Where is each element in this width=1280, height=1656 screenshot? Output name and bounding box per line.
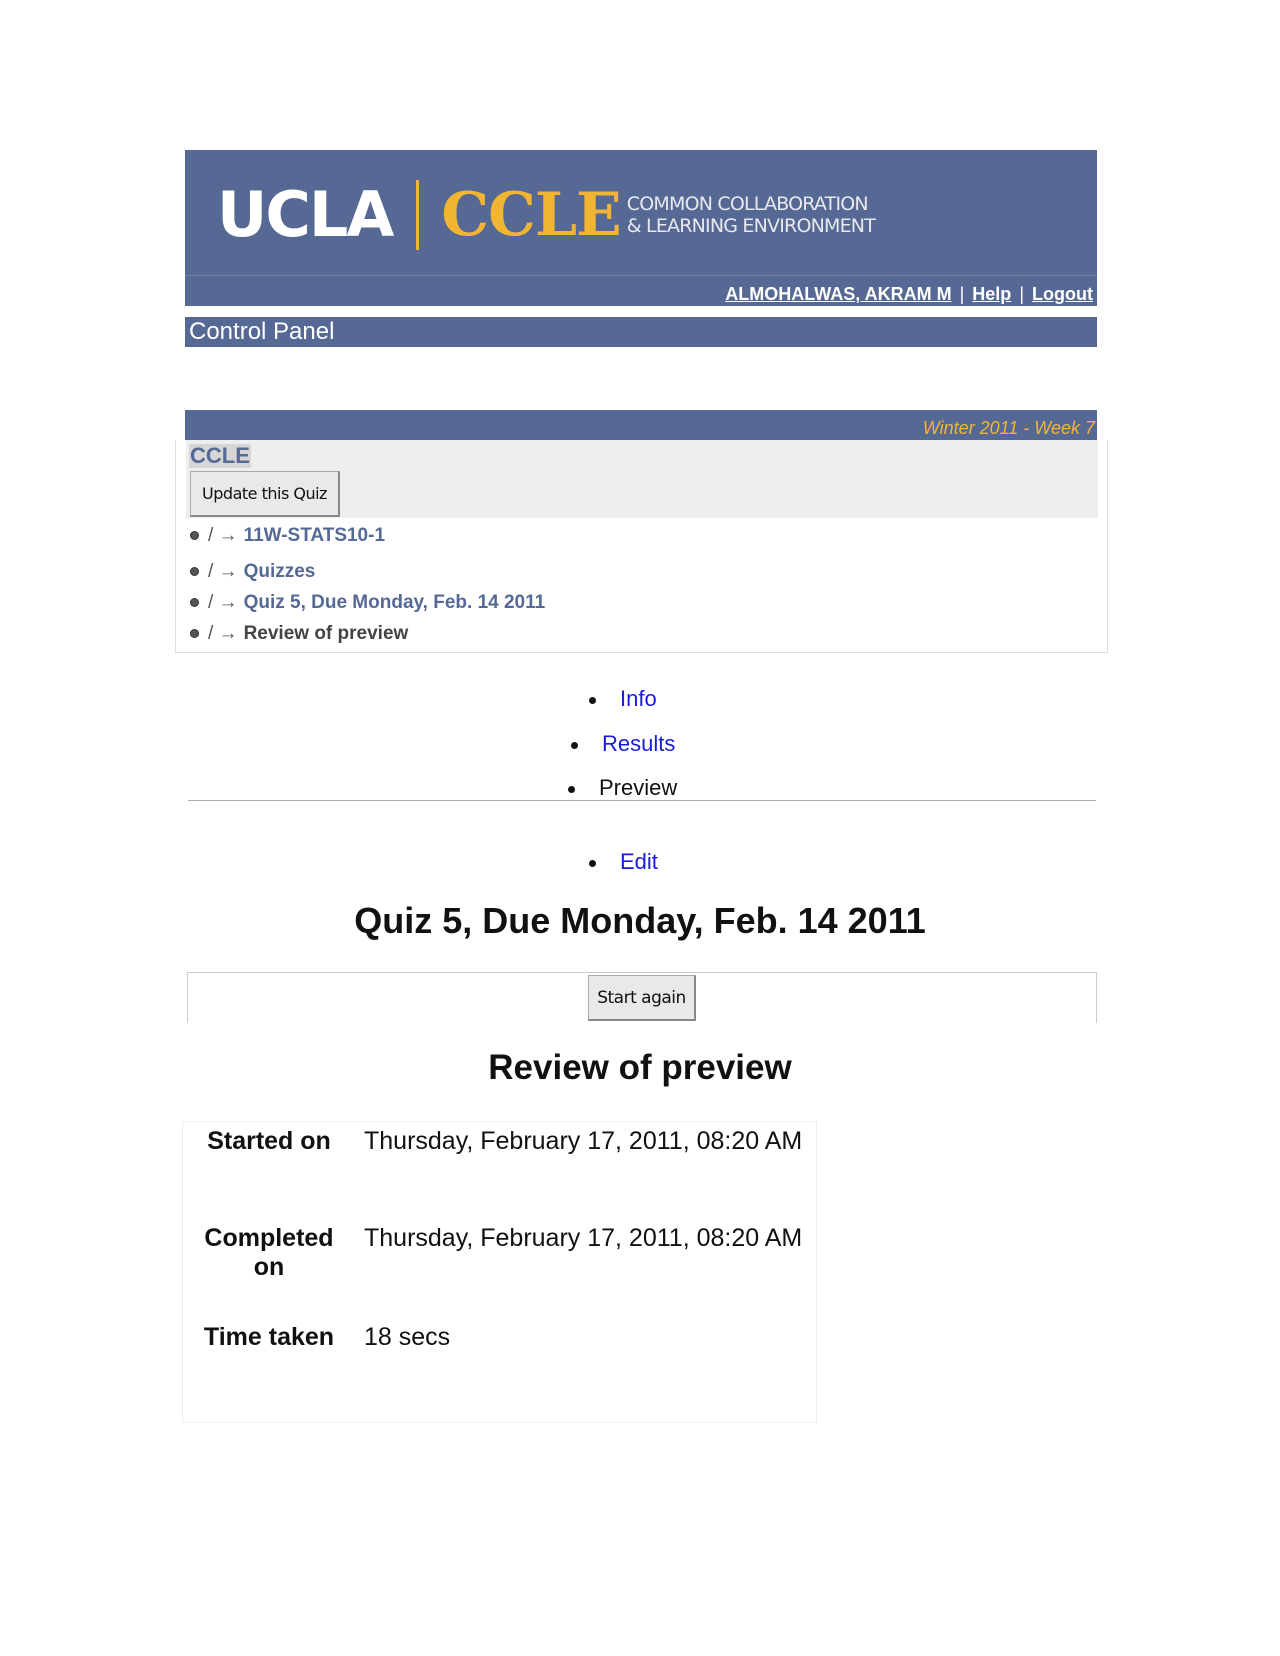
breadcrumb-course-link[interactable]: 11W-STATS10-1 (243, 525, 386, 546)
breadcrumb-separator: / → (208, 525, 238, 546)
breadcrumb-separator: / → (208, 623, 238, 644)
bullet-icon (190, 598, 199, 607)
bullet-icon (190, 531, 199, 540)
tab-preview-label: Preview (599, 775, 678, 800)
summary-row-time-taken (183, 1323, 816, 1363)
tab-info[interactable] (589, 686, 657, 712)
ccle-tag: CCLE (190, 443, 250, 468)
bullet-icon (571, 742, 578, 749)
ucla-ccle-logo[interactable] (217, 180, 875, 250)
control-panel-label: Control Panel (189, 318, 335, 345)
review-title: Review of preview (488, 1048, 792, 1087)
bullet-icon (589, 860, 596, 867)
summary-key: Time taken (203, 1323, 335, 1351)
site-banner (185, 150, 1097, 275)
user-bar (185, 276, 1097, 306)
start-again-button[interactable]: Start again (588, 975, 696, 1021)
breadcrumb-quizzes-link[interactable]: Quizzes (243, 561, 316, 582)
summary-key: Completed on (204, 1224, 334, 1281)
breadcrumb-separator: / → (208, 592, 238, 613)
summary-value: Thursday, February 17, 2011, 08:20 AM (364, 1224, 803, 1252)
summary-row-started (183, 1127, 816, 1167)
bullet-icon (190, 567, 199, 576)
logo-ccle-text: CCLE (441, 180, 621, 250)
logo-ucla-text: UCLA (217, 178, 393, 251)
start-again-container (187, 972, 1097, 1023)
course-block (175, 440, 1108, 653)
breadcrumb-quiz-link[interactable]: Quiz 5, Due Monday, Feb. 14 2011 (243, 592, 546, 613)
breadcrumb-item (190, 623, 408, 645)
control-panel-bar[interactable] (185, 317, 1097, 347)
user-name-link[interactable]: ALMOHALWAS, AKRAM M (725, 284, 952, 304)
tab-info-link[interactable]: Info (620, 686, 657, 711)
course-header (186, 440, 1098, 518)
user-links (725, 284, 1093, 305)
breadcrumb-item (190, 561, 315, 583)
quiz-title: Quiz 5, Due Monday, Feb. 14 2011 (354, 900, 926, 941)
update-quiz-button[interactable]: Update this Quiz (190, 471, 340, 517)
help-link[interactable]: Help (972, 284, 1012, 304)
summary-value: 18 secs (364, 1323, 451, 1351)
tab-results[interactable] (571, 731, 675, 757)
summary-key: Started on (207, 1127, 331, 1155)
logo-tagline (627, 193, 875, 237)
breadcrumb-item (190, 592, 545, 614)
summary-row-completed (183, 1224, 816, 1281)
tab-preview[interactable] (568, 775, 677, 801)
bullet-icon (568, 786, 575, 793)
breadcrumb-separator: / → (208, 561, 238, 582)
tab-results-link[interactable]: Results (602, 731, 676, 756)
tab-edit-link[interactable]: Edit (620, 849, 658, 874)
logo-divider (416, 180, 419, 250)
link-separator: | (959, 284, 965, 304)
summary-value: Thursday, February 17, 2011, 08:20 AM (364, 1127, 803, 1155)
logout-link[interactable]: Logout (1032, 284, 1093, 304)
bullet-icon (190, 629, 199, 638)
link-separator: | (1019, 284, 1024, 304)
tab-edit[interactable] (589, 849, 658, 875)
logo-tagline-line-1: COMMON COLLABORATION (626, 193, 868, 215)
breadcrumb-item (190, 525, 385, 547)
term-label: Winter 2011 - Week 7 (922, 418, 1095, 438)
term-bar (185, 410, 1097, 440)
logo-tagline-line-2: & LEARNING ENVIRONMENT (626, 215, 876, 237)
breadcrumb-current: Review of preview (243, 623, 409, 644)
tabs-divider (188, 800, 1096, 801)
attempt-summary-table (182, 1121, 817, 1423)
bullet-icon (589, 697, 596, 704)
